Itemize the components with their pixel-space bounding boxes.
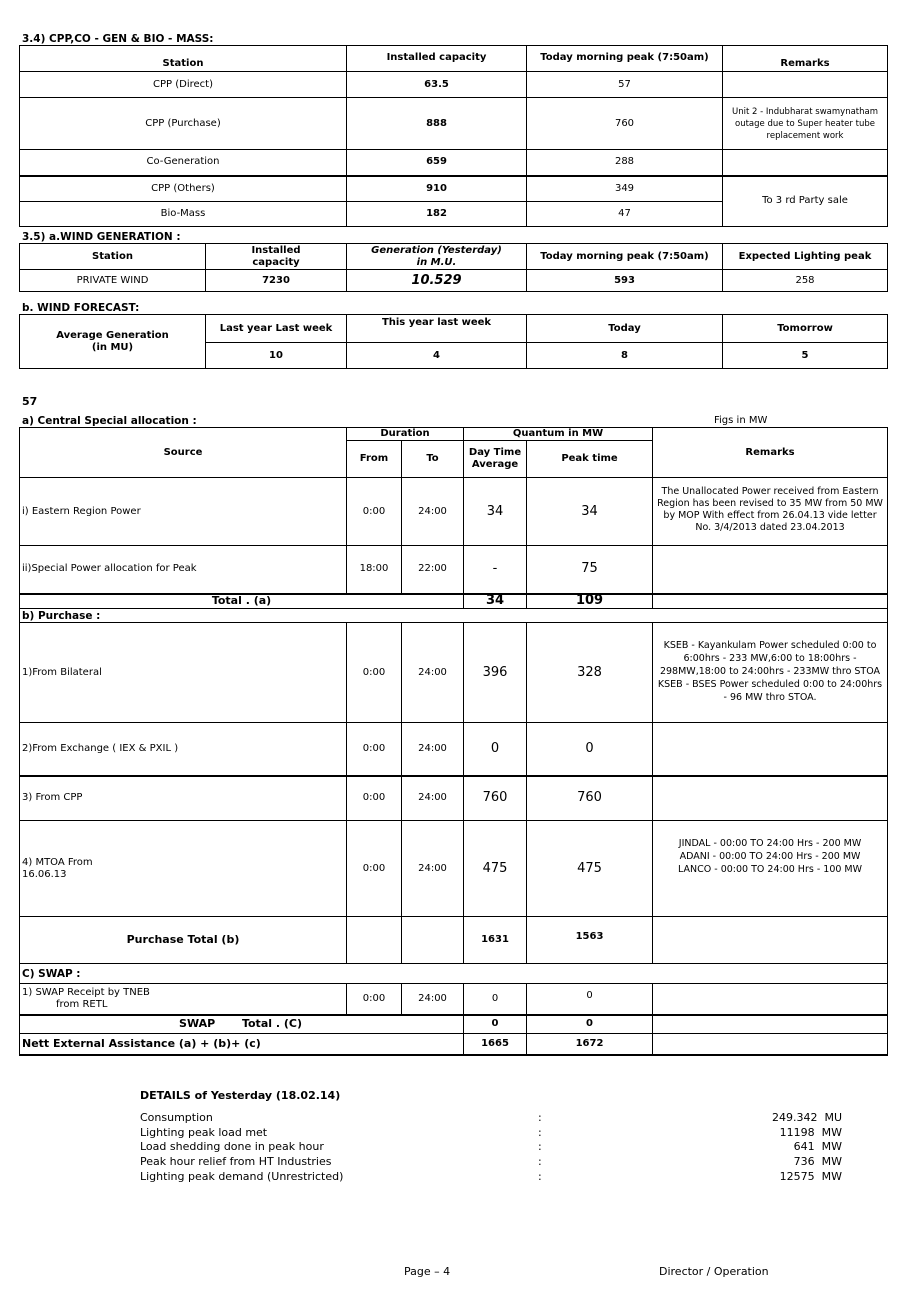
day-cell: 0 <box>464 984 527 1015</box>
detail-label: Consumption <box>140 1111 213 1124</box>
source-cell: 1)From Bilateral <box>20 623 347 723</box>
nett-row <box>20 1034 888 1055</box>
col-source: Source <box>20 428 347 478</box>
source-cell <box>20 984 347 1015</box>
total-peak: 109 <box>527 594 653 609</box>
peak-cell: 57 <box>527 72 723 98</box>
total-remarks <box>653 917 888 964</box>
peak-cell: 593 <box>527 270 723 292</box>
from-cell: 0:00 <box>347 984 402 1015</box>
forecast-table <box>19 314 888 369</box>
source-line: 1) SWAP Receipt by TNEB <box>22 986 150 998</box>
table-row <box>20 546 888 594</box>
installed-cell: 7230 <box>206 270 347 292</box>
total-day: 0 <box>464 1015 527 1034</box>
station-cell: Co-Generation <box>20 150 347 176</box>
peak-cell: 0 <box>527 723 653 776</box>
source-cell: 3) From CPP <box>20 776 347 821</box>
col-generation: Generation (Yesterday) in M.U. <box>347 244 527 270</box>
remark-line: JINDAL - 00:00 TO 24:00 Hrs - 200 MW <box>678 838 862 849</box>
wind-table <box>19 243 888 292</box>
col-station: Station <box>20 46 347 72</box>
peak-cell: 760 <box>527 98 723 150</box>
col-peak: Today morning peak (7:50am) <box>527 46 723 72</box>
detail-value: 641 MW <box>793 1140 842 1153</box>
col-quantum: Quantum in MW <box>464 428 653 441</box>
table-row <box>20 150 888 176</box>
total-label <box>20 1015 464 1034</box>
peak-cell: 475 <box>527 821 653 917</box>
tomorrow-cell: 5 <box>723 343 888 369</box>
peak-cell: 0 <box>527 984 653 1015</box>
day-cell: 760 <box>464 776 527 821</box>
swap-total-label: SWAP Total . (C) <box>179 1017 302 1031</box>
last-year-cell: 10 <box>206 343 347 369</box>
peak-cell: 349 <box>527 176 723 202</box>
remarks-cell <box>653 723 888 776</box>
remarks-cell: Unit 2 - Indubharat swamynatham outage due to Super heater tube replacement work <box>723 98 888 150</box>
day-cell: 475 <box>464 821 527 917</box>
wind-heading: 3.5) a.WIND GENERATION : <box>22 231 181 243</box>
forecast-heading: b. WIND FORECAST: <box>22 302 140 314</box>
detail-label: Lighting peak demand (Unrestricted) <box>140 1170 344 1183</box>
table-row <box>20 623 888 723</box>
from-cell: 0:00 <box>347 623 402 723</box>
col-last-year: Last year Last week <box>206 315 347 343</box>
station-cell: CPP (Purchase) <box>20 98 347 150</box>
table-row <box>20 776 888 821</box>
remark-line: LANCO - 00:00 TO 24:00 Hrs - 100 MW <box>678 864 863 875</box>
installed-cell: 182 <box>347 202 527 227</box>
to-cell: 22:00 <box>402 546 464 594</box>
lighting-cell: 258 <box>723 270 888 292</box>
total-peak: 0 <box>527 1015 653 1034</box>
source-cell: i) Eastern Region Power <box>20 478 347 546</box>
col-installed: Installed capacity <box>347 46 527 72</box>
col-from: From <box>347 441 402 478</box>
remarks-cell: KSEB - Kayankulam Power scheduled 0:00 to 6:00hrs - 233 MW,6:00 to 18:00hrs - 298MW,18:00 to 24:00hrs - 233MW thro STOA KSEB - BSES Power scheduled 0:00 to 24:00hrs - 96 MW thro STOA. <box>653 623 888 723</box>
swap-heading: C) SWAP : <box>20 964 888 984</box>
generation-cell: 10.529 <box>347 270 527 292</box>
detail-sep: : <box>538 1155 542 1168</box>
total-day: 1631 <box>464 917 527 964</box>
central-heading: a) Central Special allocation : <box>22 415 197 427</box>
remarks-cell <box>653 821 888 917</box>
col-lighting: Expected Lighting peak <box>723 244 888 270</box>
assistance-table <box>19 427 888 1056</box>
remarks-cell <box>653 984 888 1015</box>
detail-label: Peak hour relief from HT Industries <box>140 1155 332 1168</box>
purchase-heading-row <box>20 609 888 623</box>
to-cell: 24:00 <box>402 623 464 723</box>
col-to: To <box>402 441 464 478</box>
col-this-year: This year last week <box>347 315 527 343</box>
source-line: 16.06.13 <box>22 868 67 880</box>
installed-cell: 888 <box>347 98 527 150</box>
installed-cell: 910 <box>347 176 527 202</box>
today-cell: 8 <box>527 343 723 369</box>
detail-value: 11198 MW <box>779 1126 842 1139</box>
table-row <box>20 984 888 1015</box>
col-duration: Duration <box>347 428 464 441</box>
total-label: Purchase Total (b) <box>20 917 347 964</box>
row-label: Average Generation (in MU) <box>20 315 206 369</box>
table-row <box>20 723 888 776</box>
col-today: Today <box>527 315 723 343</box>
to-cell: 24:00 <box>402 776 464 821</box>
purchase-heading: b) Purchase : <box>20 609 888 623</box>
remark-line: ADANI - 00:00 TO 24:00 Hrs - 200 MW <box>679 851 861 862</box>
col-peak: Today morning peak (7:50am) <box>527 244 723 270</box>
section-number: 57 <box>22 395 38 408</box>
total-row <box>20 594 888 609</box>
col-station: Station <box>20 244 206 270</box>
installed-cell: 659 <box>347 150 527 176</box>
installed-cell: 63.5 <box>347 72 527 98</box>
table-row <box>20 821 888 917</box>
detail-sep: : <box>538 1111 542 1124</box>
station-cell: PRIVATE WIND <box>20 270 206 292</box>
station-cell: CPP (Others) <box>20 176 347 202</box>
to-cell: 24:00 <box>402 821 464 917</box>
peak-cell: 75 <box>527 546 653 594</box>
from-cell: 0:00 <box>347 478 402 546</box>
to-cell: 24:00 <box>402 984 464 1015</box>
from-cell: 18:00 <box>347 546 402 594</box>
nett-peak: 1672 <box>527 1034 653 1055</box>
nett-remarks <box>653 1034 888 1055</box>
from-cell: 0:00 <box>347 723 402 776</box>
swap-heading-row <box>20 964 888 984</box>
source-line: from RETL <box>56 998 108 1010</box>
empty-cell <box>347 917 402 964</box>
col-remarks: Remarks <box>653 428 888 478</box>
detail-sep: : <box>538 1170 542 1183</box>
day-cell: 0 <box>464 723 527 776</box>
detail-value: 249.342 MU <box>771 1111 842 1124</box>
table-row <box>20 270 888 292</box>
from-cell: 0:00 <box>347 776 402 821</box>
remarks-cell: To 3 rd Party sale <box>723 176 888 227</box>
detail-value: 736 MW <box>793 1155 842 1168</box>
source-cell: 2)From Exchange ( IEX & PXIL ) <box>20 723 347 776</box>
cpp-table <box>19 45 888 227</box>
table-row <box>20 478 888 546</box>
col-remarks: Remarks <box>723 46 888 72</box>
station-cell: Bio-Mass <box>20 202 347 227</box>
this-year-cell: 4 <box>347 343 527 369</box>
col-installed: Installed capacity <box>206 244 347 270</box>
page-number: Page – 4 <box>404 1265 451 1278</box>
col-day-avg: Day Time Average <box>464 441 527 478</box>
total-row <box>20 917 888 964</box>
total-label: Total . (a) <box>20 594 464 609</box>
peak-cell: 328 <box>527 623 653 723</box>
remarks-cell <box>653 546 888 594</box>
figs-note: Figs in MW <box>714 415 768 426</box>
to-cell: 24:00 <box>402 723 464 776</box>
nett-day: 1665 <box>464 1034 527 1055</box>
day-cell: 34 <box>464 478 527 546</box>
detail-sep: : <box>538 1126 542 1139</box>
from-cell: 0:00 <box>347 821 402 917</box>
details-heading: DETAILS of Yesterday (18.02.14) <box>140 1089 341 1102</box>
total-peak: 1563 <box>527 917 653 964</box>
total-remarks <box>653 594 888 609</box>
total-row <box>20 1015 888 1034</box>
detail-label: Load shedding done in peak hour <box>140 1140 324 1153</box>
remarks-cell <box>653 776 888 821</box>
to-cell: 24:00 <box>402 478 464 546</box>
table-row <box>20 98 888 150</box>
station-cell: CPP (Direct) <box>20 72 347 98</box>
cpp-heading: 3.4) CPP,CO - GEN & BIO - MASS: <box>22 33 214 45</box>
table-row <box>20 176 888 202</box>
detail-sep: : <box>538 1140 542 1153</box>
peak-cell: 47 <box>527 202 723 227</box>
col-peak-time: Peak time <box>527 441 653 478</box>
day-cell: - <box>464 546 527 594</box>
peak-cell: 760 <box>527 776 653 821</box>
remarks-cell: The Unallocated Power received from Eastern Region has been revised to 35 MW from 50 MW by MOP With effect from 26.04.13 vide letter No. 3/4/2013 dated 23.04.2013 <box>653 478 888 546</box>
peak-cell: 34 <box>527 478 653 546</box>
empty-cell <box>402 917 464 964</box>
remarks-cell <box>723 150 888 176</box>
peak-cell: 288 <box>527 150 723 176</box>
total-day: 34 <box>464 594 527 609</box>
remarks-cell <box>723 72 888 98</box>
signatory: Director / Operation <box>659 1265 769 1278</box>
detail-label: Lighting peak load met <box>140 1126 268 1139</box>
col-tomorrow: Tomorrow <box>723 315 888 343</box>
detail-value: 12575 MW <box>779 1170 842 1183</box>
source-cell: ii)Special Power allocation for Peak <box>20 546 347 594</box>
source-cell <box>20 821 347 917</box>
total-remarks <box>653 1015 888 1034</box>
day-cell: 396 <box>464 623 527 723</box>
table-row <box>20 72 888 98</box>
source-line: 4) MTOA From <box>22 856 93 868</box>
nett-label: Nett External Assistance (a) + (b)+ (c) <box>20 1034 464 1055</box>
